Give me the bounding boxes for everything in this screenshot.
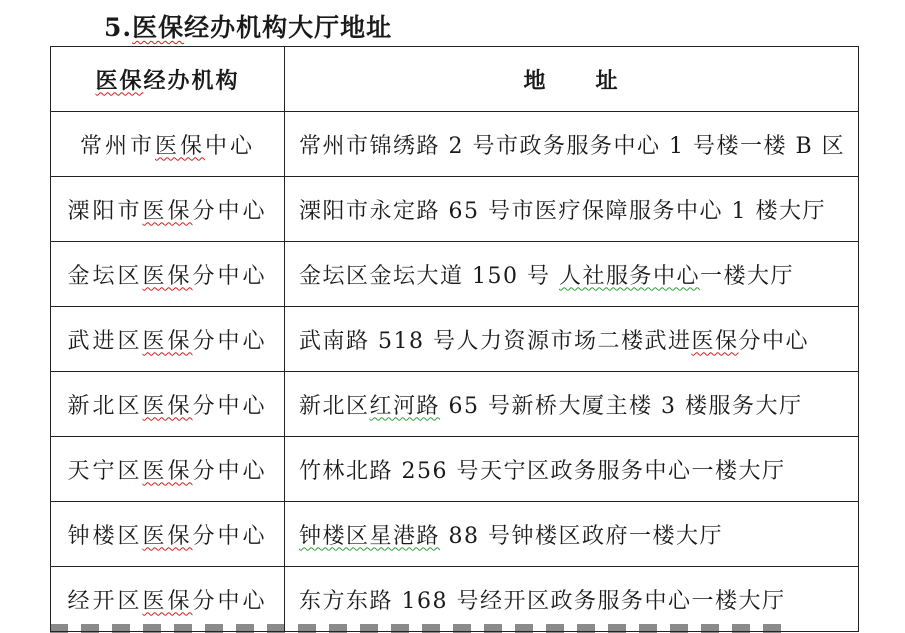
header-org [51, 47, 285, 112]
org-part: 医保 [142, 458, 193, 484]
header-org-prefix: 医保 [95, 67, 144, 94]
table-row [51, 502, 859, 567]
address-part: 88 号钟楼区政府一楼大厅 [440, 523, 723, 549]
org-part: 天宁区 [67, 458, 143, 484]
org-part: 分中心 [192, 393, 268, 419]
org-cell [51, 502, 285, 567]
header-org-rest: 经办机构 [143, 67, 240, 94]
org-part: 新北区 [67, 393, 143, 419]
org-part: 分中心 [192, 523, 268, 549]
address-cell [285, 112, 859, 177]
table-row [51, 112, 859, 177]
office-address-table [50, 46, 859, 632]
org-part: 医保 [142, 393, 193, 419]
section-heading-rest: 经办机构大厅地址 [184, 13, 393, 42]
address-part: 红河路 [369, 393, 441, 419]
org-part: 医保 [142, 263, 193, 289]
address-part: 65 号新桥大厦主楼 3 楼服务大厅 [440, 393, 803, 419]
address-cell [285, 437, 859, 502]
org-part: 医保 [142, 523, 193, 549]
address-cell [285, 177, 859, 242]
address-cell [285, 502, 859, 567]
address-part: 钟楼区星港路 [299, 523, 441, 549]
address-part: 分中心 [738, 328, 810, 354]
address-cell [285, 372, 859, 437]
table-row [51, 242, 859, 307]
org-cell [51, 242, 285, 307]
org-part: 常州市 [79, 133, 155, 159]
org-part: 经开区 [67, 588, 143, 614]
address-part: 竹林北路 256 号天宁区政务服务中心一楼大厅 [299, 458, 786, 484]
org-part: 分中心 [192, 263, 268, 289]
org-part: 医保 [142, 328, 193, 354]
section-number: 5. [104, 13, 133, 42]
org-cell [51, 112, 285, 177]
table-row [51, 437, 859, 502]
table-header-row [51, 47, 859, 112]
org-cell [51, 307, 285, 372]
org-part: 分中心 [192, 588, 268, 614]
address-part: 人社服务中心 [558, 263, 700, 289]
address-part: 溧阳市永定路 65 号市医疗保障服务中心 1 楼大厅 [299, 198, 826, 224]
section-heading-prefix: 医保 [132, 13, 185, 42]
org-cell [51, 177, 285, 242]
table-row [51, 372, 859, 437]
org-part: 溧阳市 [67, 198, 143, 224]
org-part: 钟楼区 [67, 523, 143, 549]
address-part: 武南路 518 号人力资源市场二楼武进 [299, 328, 692, 354]
cut-off-next-line [50, 616, 858, 633]
org-part: 医保 [142, 198, 193, 224]
org-part: 中心 [205, 133, 256, 159]
address-cell [285, 307, 859, 372]
table-row [51, 177, 859, 242]
address-part: 一楼大厅 [700, 263, 795, 289]
header-address: 地 址 [285, 47, 859, 112]
org-cell [51, 437, 285, 502]
address-cell [285, 242, 859, 307]
org-part: 医保 [154, 133, 205, 159]
org-part: 武进区 [67, 328, 143, 354]
address-part: 医保 [691, 328, 739, 354]
address-part: 东方东路 168 号经开区政务服务中心一楼大厅 [299, 588, 786, 614]
org-part: 分中心 [192, 328, 268, 354]
address-part: 常州市锦绣路 2 号市政务服务中心 1 号楼一楼 B 区 [299, 133, 846, 159]
org-part: 分中心 [192, 198, 268, 224]
table-row [51, 307, 859, 372]
org-part: 金坛区 [67, 263, 143, 289]
section-heading [104, 8, 392, 44]
org-part: 分中心 [192, 458, 268, 484]
address-part: 金坛区金坛大道 150 号 [299, 263, 559, 289]
org-part: 医保 [142, 588, 193, 614]
address-part: 新北区 [299, 393, 370, 419]
org-cell [51, 372, 285, 437]
